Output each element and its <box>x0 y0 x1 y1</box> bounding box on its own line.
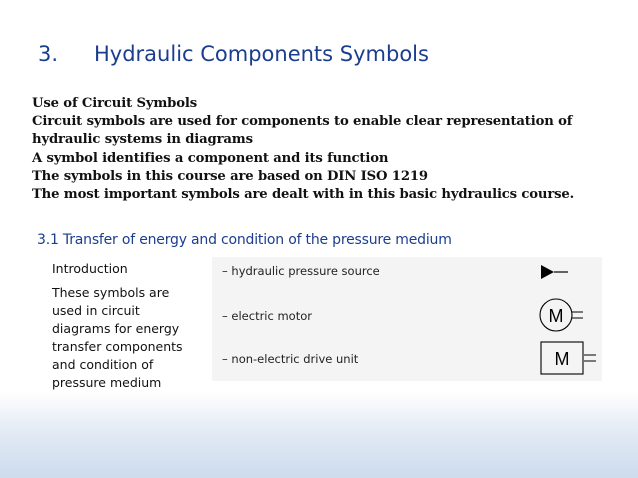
body-line: A symbol identifies a component and its function <box>32 150 389 166</box>
body-line: Use of Circuit Symbols <box>32 96 198 111</box>
body-line: hydraulic systems in diagrams <box>32 132 253 148</box>
hydraulic-pressure-source-icon <box>538 262 570 282</box>
slide-title <box>38 42 429 66</box>
body-line: The symbols in this course are based on DIN ISO 1219 <box>32 168 428 184</box>
body-line: Circuit symbols are used for components to enable clear representation of <box>32 114 573 130</box>
intro-heading: Introduction <box>52 261 128 276</box>
intro-line: pressure medium <box>52 375 162 390</box>
intro-line: These symbols are <box>52 285 170 300</box>
symbol-label-electric-motor: – electric motor <box>222 309 312 323</box>
intro-text <box>52 260 192 392</box>
non-electric-drive-unit-icon <box>540 340 600 378</box>
symbol-label-drive-unit: – non-electric drive unit <box>222 352 359 366</box>
intro-line: and condition of <box>52 357 154 372</box>
body-line: The most important symbols are dealt with in this basic hydraulics course. <box>32 187 575 203</box>
section-number: 3. <box>38 42 59 66</box>
body-text <box>32 95 632 204</box>
intro-line: used in circuit <box>52 303 140 318</box>
section-subheading: 3.1 Transfer of energy and condition of the pressure medium <box>37 232 452 248</box>
symbol-label-pressure-source: – hydraulic pressure source <box>222 264 380 278</box>
intro-line: transfer components <box>52 339 183 354</box>
electric-motor-icon <box>538 297 586 333</box>
title-text: Hydraulic Components Symbols <box>94 42 429 66</box>
intro-line: diagrams for energy <box>52 321 180 336</box>
drive-unit-letter: M <box>554 349 570 369</box>
electric-motor-letter: M <box>548 306 564 326</box>
symbols-panel <box>212 257 602 381</box>
